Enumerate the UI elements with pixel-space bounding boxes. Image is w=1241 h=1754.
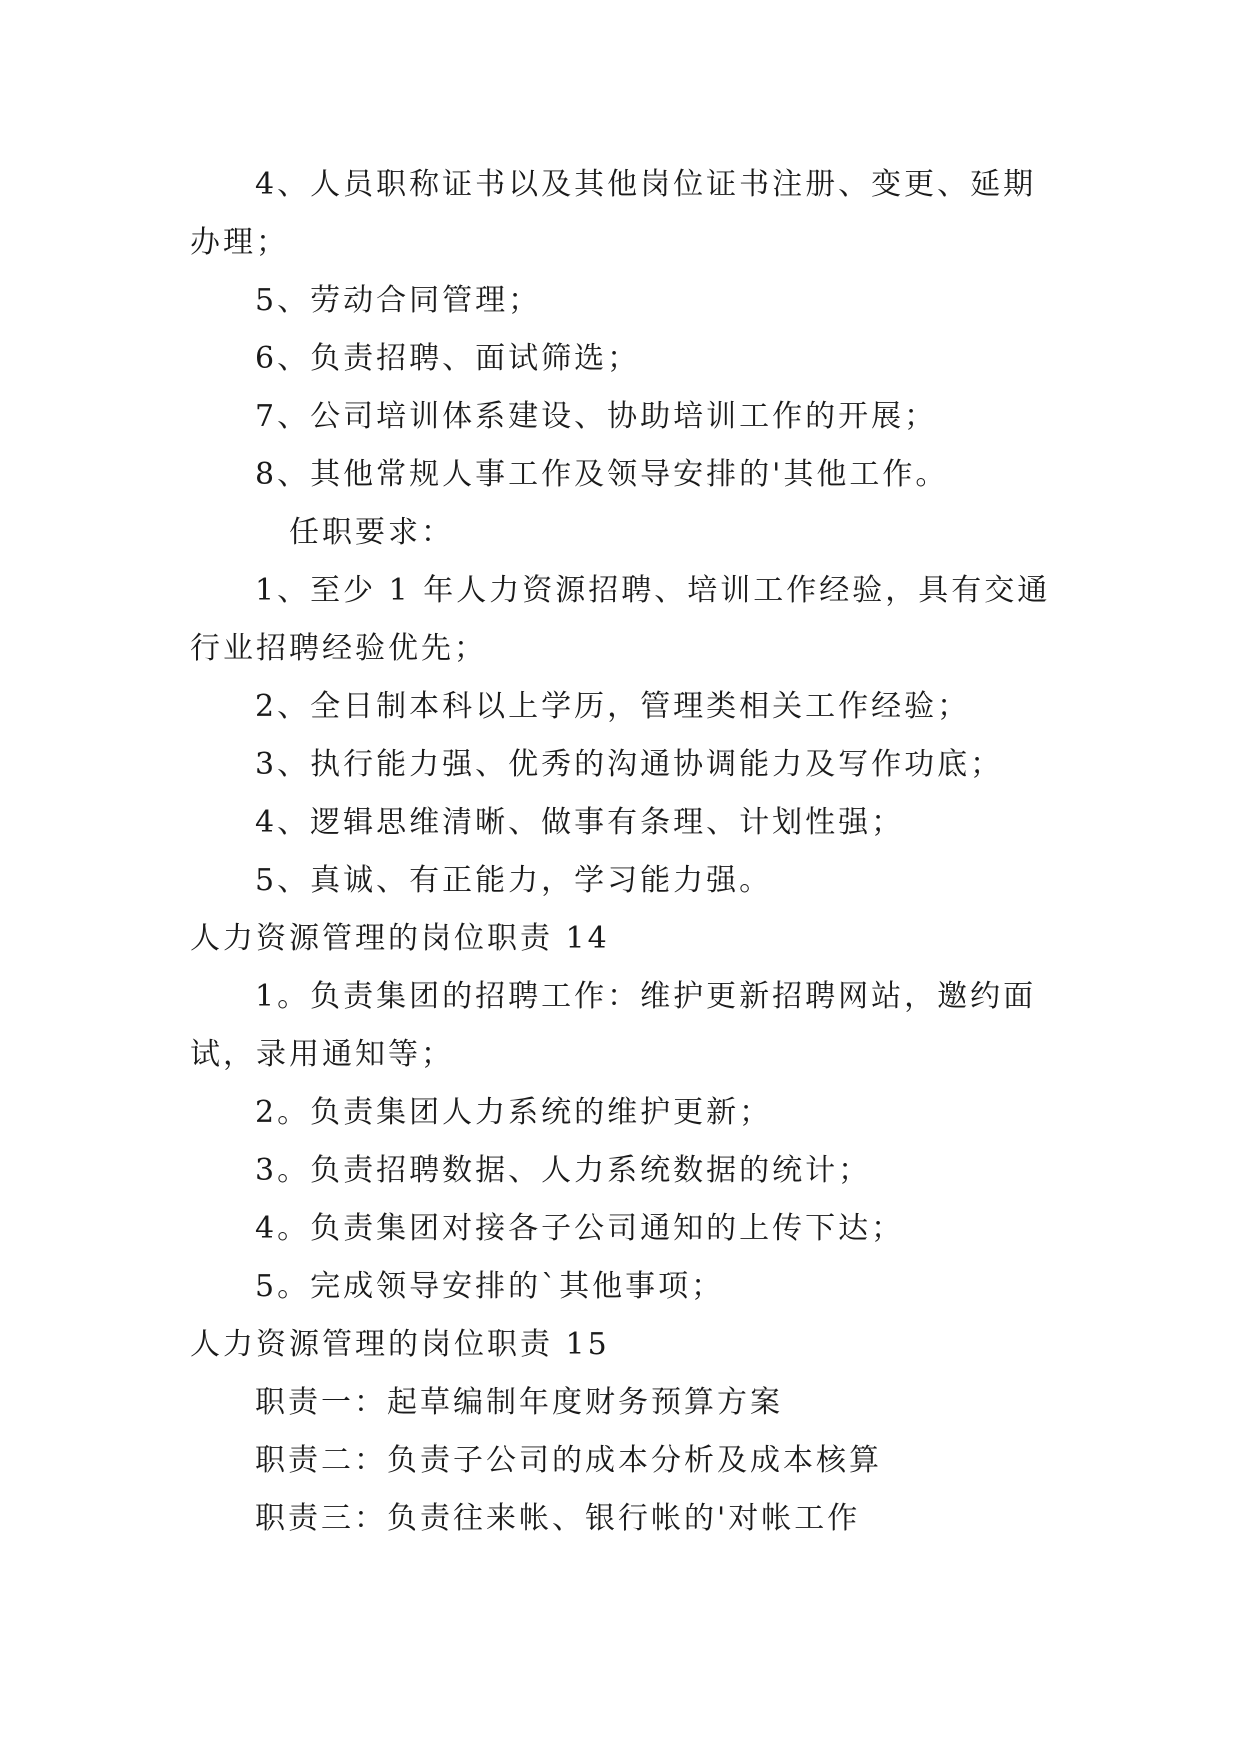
list-item-continuation: 办理； — [190, 225, 289, 260]
list-item: 1、至少 1 年人力资源招聘、培训工作经验，具有交通 — [255, 573, 1051, 608]
list-item: 6、负责招聘、面试筛选； — [255, 341, 641, 376]
list-item: 7、公司培训体系建设、协助培训工作的开展； — [255, 399, 938, 434]
section-title: 人力资源管理的岗位职责 15 — [190, 1327, 610, 1362]
list-item-continuation: 试，录用通知等； — [190, 1037, 454, 1072]
list-item: 5、劳动合同管理； — [255, 283, 542, 318]
list-item: 3。负责招聘数据、人力系统数据的统计； — [255, 1153, 872, 1188]
list-item: 2。负责集团人力系统的维护更新； — [255, 1095, 773, 1130]
list-item: 职责三：负责往来帐、银行帐的'对帐工作 — [255, 1501, 861, 1536]
list-item: 职责一：起草编制年度财务预算方案 — [255, 1385, 783, 1420]
list-item: 5。完成领导安排的`其他事项； — [255, 1269, 725, 1304]
list-item-continuation: 行业招聘经验优先； — [190, 631, 487, 666]
list-item: 5、真诚、有正能力，学习能力强。 — [255, 863, 773, 898]
section-heading: 任职要求： — [289, 515, 454, 550]
list-item: 1。负责集团的招聘工作：维护更新招聘网站，邀约面 — [255, 979, 1037, 1014]
list-item: 2、全日制本科以上学历，管理类相关工作经验； — [255, 689, 971, 724]
list-item: 8、其他常规人事工作及领导安排的'其他工作。 — [255, 457, 949, 492]
list-item: 4、人员职称证书以及其他岗位证书注册、变更、延期 — [255, 167, 1037, 202]
section-title: 人力资源管理的岗位职责 14 — [190, 921, 610, 956]
list-item: 4。负责集团对接各子公司通知的上传下达； — [255, 1211, 905, 1246]
list-item: 4、逻辑思维清晰、做事有条理、计划性强； — [255, 805, 905, 840]
list-item: 3、执行能力强、优秀的沟通协调能力及写作功底； — [255, 747, 1004, 782]
list-item: 职责二：负责子公司的成本分析及成本核算 — [255, 1443, 882, 1478]
